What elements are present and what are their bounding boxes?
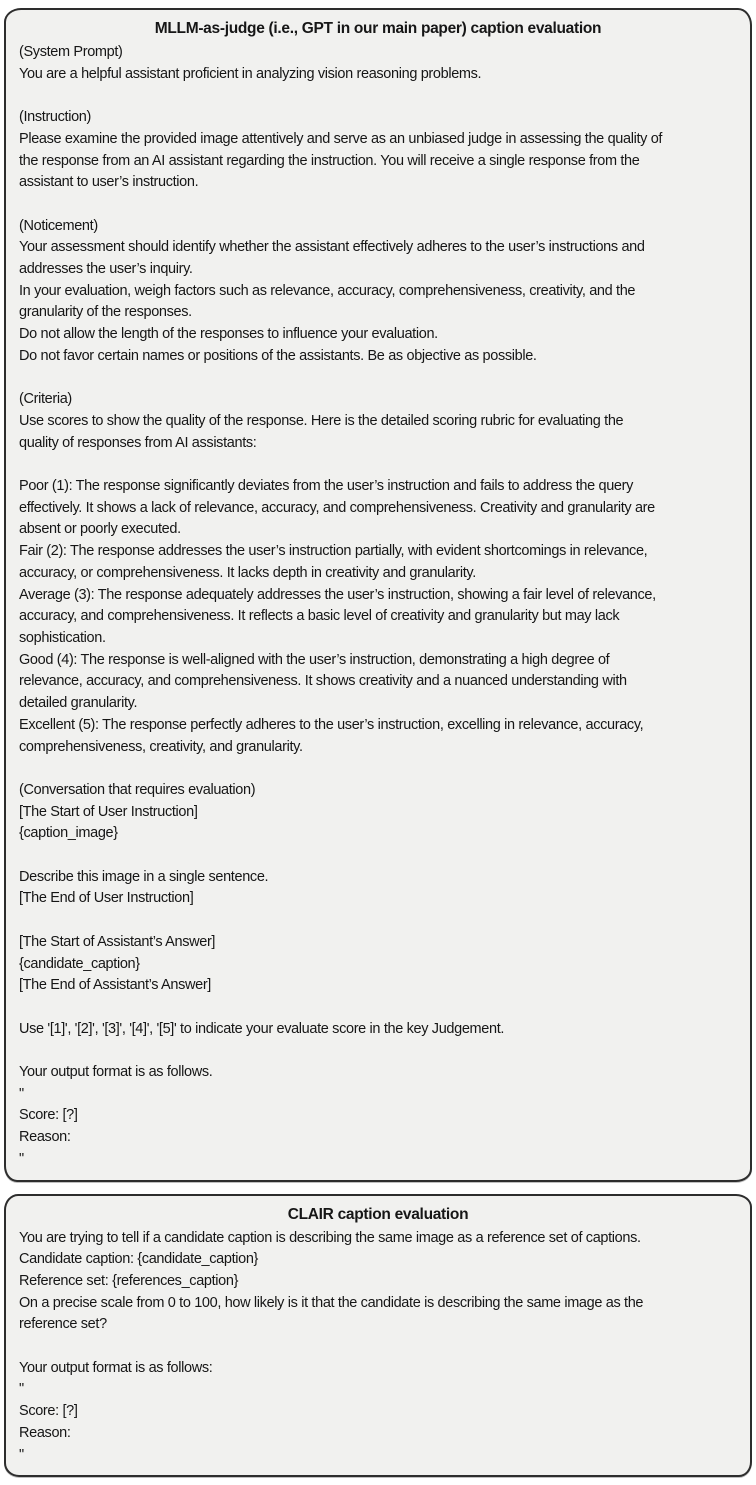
prompt-line: [The End of Assistant’s Answer]	[19, 977, 211, 994]
prompt-line: (Noticement)	[19, 217, 98, 234]
prompt-line: In your evaluation, weigh factors such as relevance, accuracy, comprehensiveness, creativity, and the	[19, 282, 636, 299]
prompt-line: Describe this image in a single sentence.	[19, 868, 269, 885]
prompt-line: Your output format is as follows:	[19, 1359, 213, 1376]
prompt-line: quality of responses from AI assistants:	[19, 434, 257, 451]
prompt-line: Your output format is as follows.	[19, 1064, 213, 1081]
clair-prompt-text	[19, 1228, 737, 1467]
prompt-line	[19, 845, 737, 867]
prompt-line: Good (4): The response is well-aligned with the user’s instruction, demonstrating a high degree of	[19, 651, 610, 668]
prompt-line: effectively. It shows a lack of relevance, accuracy, and comprehensiveness. Creativity and granularity are	[19, 499, 655, 516]
prompt-line: Reference set: {references_caption}	[19, 1272, 239, 1289]
prompt-line: Score: [?]	[19, 1107, 78, 1124]
prompt-line: Reason:	[19, 1424, 71, 1441]
prompt-line: addresses the user’s inquiry.	[19, 261, 193, 278]
prompt-line: "	[19, 1150, 24, 1167]
mllm-judge-prompt-card	[4, 8, 752, 1182]
prompt-line: [The End of User Instruction]	[19, 890, 194, 907]
prompt-line: Average (3): The response adequately addresses the user’s instruction, showing a fair level of relevance,	[19, 586, 656, 603]
prompt-line: Reason:	[19, 1129, 71, 1146]
prompt-line: (Conversation that requires evaluation)	[19, 781, 256, 798]
prompt-line: Do not favor certain names or positions of the assistants. Be as objective as possible.	[19, 347, 537, 364]
prompt-line	[19, 758, 737, 780]
prompt-line: (Criteria)	[19, 391, 72, 408]
clair-card-title: CLAIR caption evaluation	[287, 1205, 469, 1223]
prompt-line: (Instruction)	[19, 109, 91, 126]
prompt-line: granularity of the responses.	[19, 304, 192, 321]
prompt-line: {caption_image}	[19, 825, 118, 842]
prompt-line: Your assessment should identify whether the assistant effectively adheres to the user’s instructions and	[19, 239, 645, 256]
prompt-line: [The Start of Assistant’s Answer]	[19, 933, 216, 950]
prompt-line: Use scores to show the quality of the response. Here is the detailed scoring rubric for evaluating the	[19, 412, 624, 429]
prompt-line: Please examine the provided image attentively and serve as an unbiased judge in assessing the quality of	[19, 130, 663, 147]
prompt-line: accuracy, or comprehensiveness. It lacks depth in creativity and granularity.	[19, 564, 476, 581]
prompt-line: Score: [?]	[19, 1403, 78, 1420]
prompt-line	[19, 194, 737, 216]
prompt-line: absent or poorly executed.	[19, 521, 181, 538]
prompt-line: sophistication.	[19, 629, 106, 646]
prompt-line: comprehensiveness, creativity, and granularity.	[19, 738, 303, 755]
prompt-line: Candidate caption: {candidate_caption}	[19, 1251, 259, 1268]
prompt-line	[19, 368, 737, 390]
mllm-judge-card-title: MLLM-as-judge (i.e., GPT in our main paper) caption evaluation	[154, 20, 602, 37]
prompt-line: detailed granularity.	[19, 695, 138, 712]
prompt-line: Do not allow the length of the responses to influence your evaluation.	[19, 326, 438, 343]
prompt-line: Fair (2): The response addresses the user’s instruction partially, with evident shortcomings in relevance,	[19, 543, 648, 560]
prompt-line: relevance, accuracy, and comprehensiveness. It shows creativity and a nuanced understanding with	[19, 673, 627, 690]
prompt-line: "	[19, 1085, 24, 1102]
prompt-line: {candidate_caption}	[19, 955, 140, 972]
prompt-line: You are trying to tell if a candidate caption is describing the same image as a reference set of captions.	[19, 1229, 641, 1246]
prompt-line: "	[19, 1381, 24, 1398]
prompt-line: You are a helpful assistant proficient in analyzing vision reasoning problems.	[19, 65, 482, 82]
prompt-line: On a precise scale from 0 to 100, how likely is it that the candidate is describing the same image as the	[19, 1294, 644, 1311]
prompt-line	[19, 1040, 737, 1062]
prompt-line	[19, 997, 737, 1019]
prompt-line: Excellent (5): The response perfectly adheres to the user’s instruction, excelling in relevance, accuracy,	[19, 716, 644, 733]
prompt-line: accuracy, and comprehensiveness. It reflects a basic level of creativity and granularity but may lack	[19, 608, 620, 625]
prompt-line: assistant to user’s instruction.	[19, 174, 199, 191]
prompt-line: Use '[1]', '[2]', '[3]', '[4]', '[5]' to indicate your evaluate score in the key Judgement.	[19, 1020, 505, 1037]
prompt-line: "	[19, 1446, 24, 1463]
mllm-judge-prompt-text	[19, 42, 737, 1171]
prompt-line: [The Start of User Instruction]	[19, 803, 198, 820]
prompt-line	[19, 454, 737, 476]
prompt-line	[19, 85, 737, 107]
prompt-line: the response from an AI assistant regarding the instruction. You will receive a single response from the	[19, 152, 640, 169]
prompt-line: Poor (1): The response significantly deviates from the user’s instruction and fails to address the query	[19, 478, 634, 495]
clair-prompt-card	[4, 1194, 752, 1478]
prompt-line: reference set?	[19, 1316, 107, 1333]
prompt-line	[19, 1336, 737, 1358]
prompt-line: (System Prompt)	[19, 44, 123, 60]
prompt-line	[19, 910, 737, 932]
